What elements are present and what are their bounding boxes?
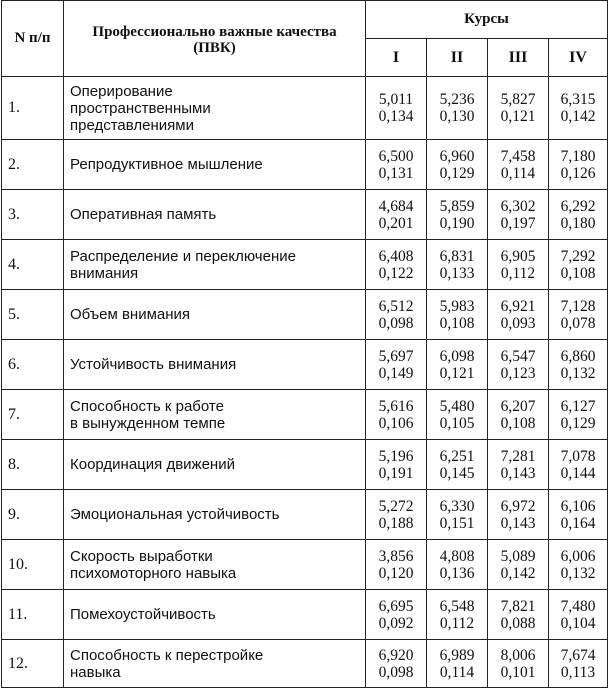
error-value: 0,130 [439,108,475,125]
error-value: 0,132 [560,564,596,582]
mean-value: 7,480 [560,597,596,615]
row-number: 1. [2,77,64,140]
error-value: 0,120 [378,564,414,582]
error-value: 0,134 [378,108,414,125]
mean-value: 6,106 [560,497,596,515]
course-value-cell [366,540,427,590]
mean-value: 5,272 [378,497,414,515]
error-value: 0,131 [378,164,414,182]
mean-value: 6,860 [560,347,596,365]
mean-value: 6,920 [378,646,414,664]
error-value: 0,132 [560,364,596,382]
mean-value: 7,128 [560,297,596,315]
quality-name [64,640,366,688]
quality-name [64,440,366,490]
row-number: 3. [2,190,64,240]
column-header-courses: Курсы [366,1,608,39]
course-value-cell [427,490,488,540]
course-value-cell [427,140,488,190]
course-value-cell [549,290,608,340]
mean-value: 6,695 [378,597,414,615]
row-number: 7. [2,390,64,440]
quality-name-line: навыка [70,663,121,681]
row-number: 8. [2,440,64,490]
table-row [2,540,608,590]
error-value: 0,129 [439,164,475,182]
mean-value: 7,674 [560,646,596,664]
course-value-cell [549,540,608,590]
course-value-cell [427,340,488,390]
course-value-cell [488,440,549,490]
mean-value: 6,330 [439,497,475,515]
course-value-cell [488,190,549,240]
course-value-cell [366,140,427,190]
course-value-cell [488,490,549,540]
course-value-cell [427,590,488,640]
mean-value: 6,315 [560,91,596,108]
error-value: 0,133 [439,264,475,282]
mean-value: 4,808 [439,547,475,565]
mean-value: 5,827 [500,91,536,108]
mean-value: 6,547 [500,347,536,365]
course-value-cell [549,190,608,240]
error-value: 0,190 [439,214,475,232]
quality-name [64,540,366,590]
table-row [2,290,608,340]
table-row [2,490,608,540]
quality-name-line: психомоторного навыка [70,564,237,582]
course-value-cell [549,77,608,140]
mean-value: 6,006 [560,547,596,565]
row-number: 10. [2,540,64,590]
mean-value: 4,684 [378,197,414,215]
course-value-cell [366,290,427,340]
row-number: 6. [2,340,64,390]
mean-value: 5,616 [378,397,414,415]
row-number: 2. [2,140,64,190]
course-value-cell [549,490,608,540]
error-value: 0,143 [500,514,536,532]
quality-name-line: Помехоустойчивость [70,606,216,623]
mean-value: 6,548 [439,597,475,615]
mean-value: 5,480 [439,397,475,415]
course-value-cell [488,590,549,640]
row-number: 12. [2,640,64,688]
mean-value: 5,983 [439,297,475,315]
quality-name-line: Способность к перестройке [70,646,264,664]
quality-name-line: Способность к работе [70,397,224,415]
error-value: 0,101 [500,663,536,681]
course-value-cell [366,240,427,290]
error-value: 0,123 [500,364,536,382]
quality-name-line: Устойчивость внимания [70,356,237,373]
mean-value: 5,196 [378,447,414,465]
quality-name [64,190,366,240]
course-value-cell [488,540,549,590]
error-value: 0,114 [500,164,536,182]
error-value: 0,145 [439,464,475,482]
error-value: 0,136 [439,564,475,582]
column-header-quality-line2: (ПВК) [193,39,236,56]
quality-name [64,590,366,640]
quality-name-line: в вынужденном темпе [70,414,226,432]
quality-name-line: Эмоциональная устойчивость [70,506,280,523]
quality-name [64,240,366,290]
mean-value: 7,458 [500,147,536,165]
error-value: 0,188 [378,514,414,532]
mean-value: 6,972 [500,497,536,515]
error-value: 0,129 [560,414,596,432]
quality-name-line: пространственными [70,99,211,117]
course-value-cell [488,140,549,190]
table-body [2,77,608,688]
mean-value: 6,960 [439,147,475,165]
mean-value: 6,408 [378,247,414,265]
error-value: 0,122 [378,264,414,282]
mean-value: 3,856 [378,547,414,565]
mean-value: 6,302 [500,197,536,215]
mean-value: 6,251 [439,447,475,465]
course-value-cell [427,190,488,240]
quality-name [64,490,366,540]
error-value: 0,088 [500,614,536,632]
column-header-number: N п/п [2,1,64,77]
mean-value: 6,207 [500,397,536,415]
error-value: 0,108 [500,414,536,432]
quality-name-line: Координация движений [70,456,235,473]
error-value: 0,144 [560,464,596,482]
course-value-cell [488,640,549,688]
course-value-cell [427,540,488,590]
pvk-table [1,0,608,688]
quality-name [64,290,366,340]
error-value: 0,191 [378,464,414,482]
course-value-cell [366,490,427,540]
mean-value: 6,989 [439,646,475,664]
error-value: 0,126 [560,164,596,182]
course-value-cell [366,440,427,490]
mean-value: 5,236 [439,91,475,108]
error-value: 0,113 [560,663,596,681]
quality-name [64,390,366,440]
mean-value: 6,831 [439,247,475,265]
course-value-cell [549,240,608,290]
course-value-cell [366,390,427,440]
quality-name-line: Оперирование [70,82,173,100]
error-value: 0,112 [500,264,536,282]
table-row [2,440,608,490]
row-number: 5. [2,290,64,340]
error-value: 0,197 [500,214,536,232]
error-value: 0,201 [378,214,414,232]
mean-value: 5,089 [500,547,536,565]
mean-value: 8,006 [500,646,536,664]
mean-value: 6,127 [560,397,596,415]
course-value-cell [488,240,549,290]
error-value: 0,112 [439,614,475,632]
course-value-cell [549,640,608,688]
error-value: 0,151 [439,514,475,532]
table-row [2,390,608,440]
course-value-cell [488,290,549,340]
column-header-course: II [427,39,488,77]
quality-name [64,140,366,190]
mean-value: 7,821 [500,597,536,615]
error-value: 0,121 [500,108,536,125]
course-value-cell [488,77,549,140]
course-value-cell [549,140,608,190]
row-number: 9. [2,490,64,540]
mean-value: 5,859 [439,197,475,215]
quality-name-line: внимания [70,264,139,282]
mean-value: 6,512 [378,297,414,315]
course-value-cell [549,440,608,490]
quality-name-line: представлениями [70,116,194,134]
error-value: 0,142 [560,108,596,125]
error-value: 0,143 [500,464,536,482]
error-value: 0,108 [560,264,596,282]
quality-name-line: Объем внимания [70,306,191,323]
course-value-cell [488,390,549,440]
mean-value: 5,011 [378,91,414,108]
error-value: 0,104 [560,614,596,632]
course-value-cell [366,640,427,688]
quality-name-line: Скорость выработки [70,547,213,565]
column-header-course: IV [549,39,608,77]
quality-name [64,77,366,140]
course-value-cell [549,340,608,390]
column-header-quality-line1: Профессионально важные качества [92,23,337,40]
mean-value: 7,180 [560,147,596,165]
error-value: 0,121 [439,364,475,382]
course-value-cell [549,390,608,440]
mean-value: 6,292 [560,197,596,215]
mean-value: 7,281 [500,447,536,465]
error-value: 0,142 [500,564,536,582]
error-value: 0,093 [500,314,536,332]
mean-value: 6,921 [500,297,536,315]
column-header-course: I [366,39,427,77]
mean-value: 7,292 [560,247,596,265]
mean-value: 5,697 [378,347,414,365]
course-value-cell [427,640,488,688]
table-row [2,640,608,688]
error-value: 0,105 [439,414,475,432]
table-row [2,140,608,190]
course-value-cell [549,590,608,640]
course-value-cell [366,77,427,140]
error-value: 0,098 [378,663,414,681]
table-row [2,190,608,240]
table-row [2,77,608,140]
row-number: 4. [2,240,64,290]
error-value: 0,098 [378,314,414,332]
quality-name-line: Распределение и переключение [70,247,296,265]
mean-value: 7,078 [560,447,596,465]
error-value: 0,114 [439,663,475,681]
course-value-cell [488,340,549,390]
table-row [2,590,608,640]
quality-name-line: Оперативная память [70,206,217,223]
table-row [2,240,608,290]
row-number: 11. [2,590,64,640]
mean-value: 6,500 [378,147,414,165]
course-value-cell [366,590,427,640]
table-row [2,340,608,390]
quality-name-line: Репродуктивное мышление [70,156,263,173]
error-value: 0,164 [560,514,596,532]
course-value-cell [427,240,488,290]
error-value: 0,092 [378,614,414,632]
error-value: 0,108 [439,314,475,332]
mean-value: 6,905 [500,247,536,265]
course-value-cell [366,340,427,390]
error-value: 0,149 [378,364,414,382]
mean-value: 6,098 [439,347,475,365]
course-value-cell [366,190,427,240]
course-value-cell [427,440,488,490]
course-value-cell [427,290,488,340]
column-header-quality [64,1,366,77]
course-value-cell [427,390,488,440]
error-value: 0,078 [560,314,596,332]
column-header-course: III [488,39,549,77]
quality-name [64,340,366,390]
course-value-cell [427,77,488,140]
error-value: 0,106 [378,414,414,432]
error-value: 0,180 [560,214,596,232]
